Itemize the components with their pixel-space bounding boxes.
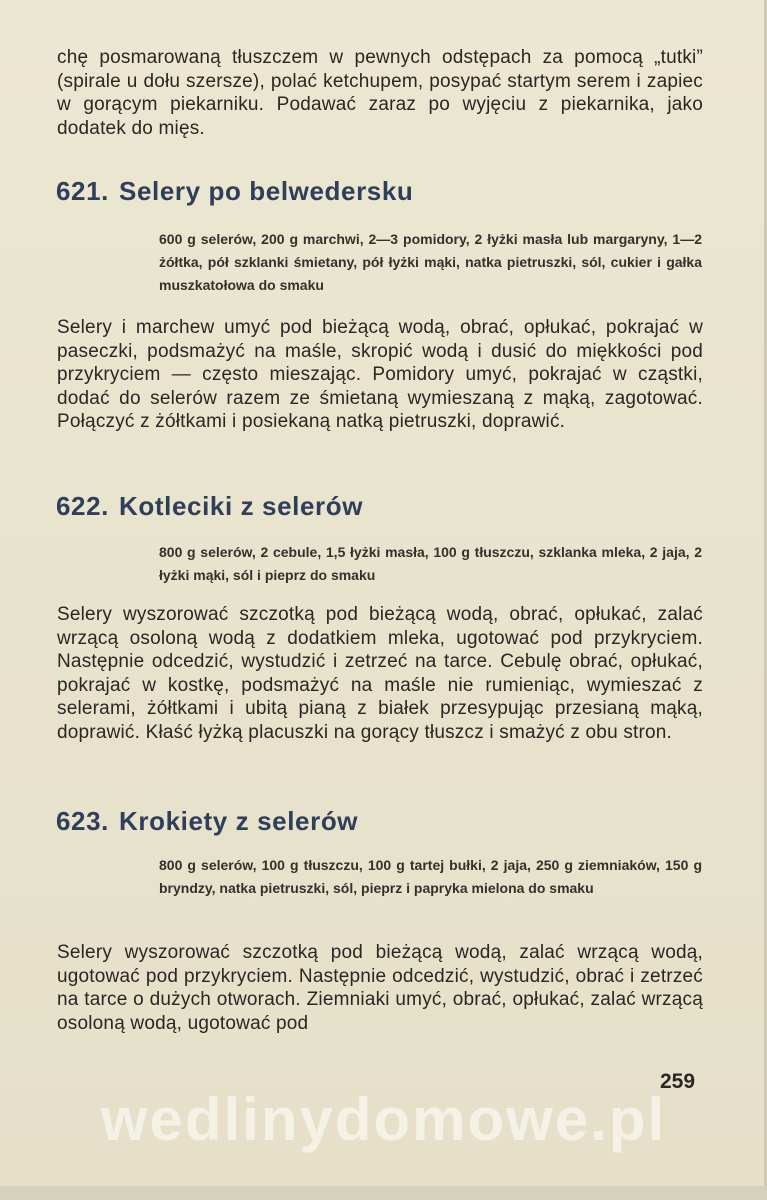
recipe-621-ingredients: 600 g selerów, 200 g marchwi, 2—3 pomidory, 2 łyżki masła lub margaryny, 1—2 żółtka, pół szklanki śmietany, pół łyżki mąki, natka pietruszki, sól, cukier i gałka muszkatołowa do smaku (159, 231, 702, 293)
recipe-623-ingredients: 800 g selerów, 100 g tłuszczu, 100 g tartej bułki, 2 jaja, 250 g ziemniaków, 150 g bryndzy, natka pietruszki, sól, pieprz i papryka mielona do smaku (159, 857, 702, 896)
recipe-number: 622. (56, 491, 110, 521)
recipe-title: Selery po belwedersku (119, 176, 414, 206)
recipe-623-heading (56, 806, 358, 837)
page-number: 259 (660, 1070, 696, 1093)
recipe-621-instructions: Selery i marchew umyć pod bieżącą wodą, obrać, opłukać, pokrajać w paseczki, podsmażyć na maśle, skropić wodą i dusić do miękkości pod przykryciem — często mieszając. Pomidory umyć, pokrajać w cząstki, dodać do selerów razem ze śmietaną wymieszaną z mąką, zagotować. Połączyć z żółtkami i posiekaną natką pietruszki, doprawić. (57, 317, 703, 432)
bottom-edge (0, 1186, 767, 1200)
recipe-622-ingredients: 800 g selerów, 2 cebule, 1,5 łyżki masła, 100 g tłuszczu, szklanka mleka, 2 jaja, 2 łyżki mąki, sól i pieprz do smaku (159, 544, 702, 583)
recipe-title: Krokiety z selerów (119, 806, 359, 836)
recipe-number: 621. (56, 176, 110, 206)
recipe-623-instructions: Selery wyszorować szczotką pod bieżącą wodą, zalać wrzącą wodą, ugotować pod przykryciem. Następnie odcedzić, wystudzić, obrać i zetrzeć na tarce o dużych otworach. Ziemniaki umyć, obrać, opłukać, zalać wrzącą osoloną wodą, ugotować pod (57, 942, 703, 1034)
watermark-text: wedlinydomowe.pl (100, 1086, 667, 1153)
recipe-622-instructions: Selery wyszorować szczotką pod bieżącą wodą, obrać, opłukać, zalać wrzącą osoloną wodą z dodatkiem mleka, ugotować pod przykryciem. Następnie odcedzić, wystudzić i zetrzeć na tarce. Cebulę obrać, opłukać, pokrajać w kostkę, podsmażyć na maśle nie rumieniąc, wymieszać z selerami, żółtkami i ubitą pianą z białek przesypując przesianą mąką, doprawić. Kłaść łyżką placuszki na gorący tłuszcz i smażyć z obu stron. (57, 604, 703, 743)
recipe-title: Kotleciki z selerów (119, 491, 364, 521)
intro-paragraph: chę posmarowaną tłuszczem w pewnych odstępach za pomocą „tutki” (spirale u dołu szersze), polać ketchupem, posypać startym serem i zapiec w gorącym piekarniku. Podawać zaraz po wyjęciu z piekarnika, jako dodatek do mięs. (57, 47, 703, 139)
recipe-number: 623. (56, 806, 110, 836)
recipe-621-heading (56, 176, 413, 207)
recipe-622-heading (56, 491, 363, 522)
